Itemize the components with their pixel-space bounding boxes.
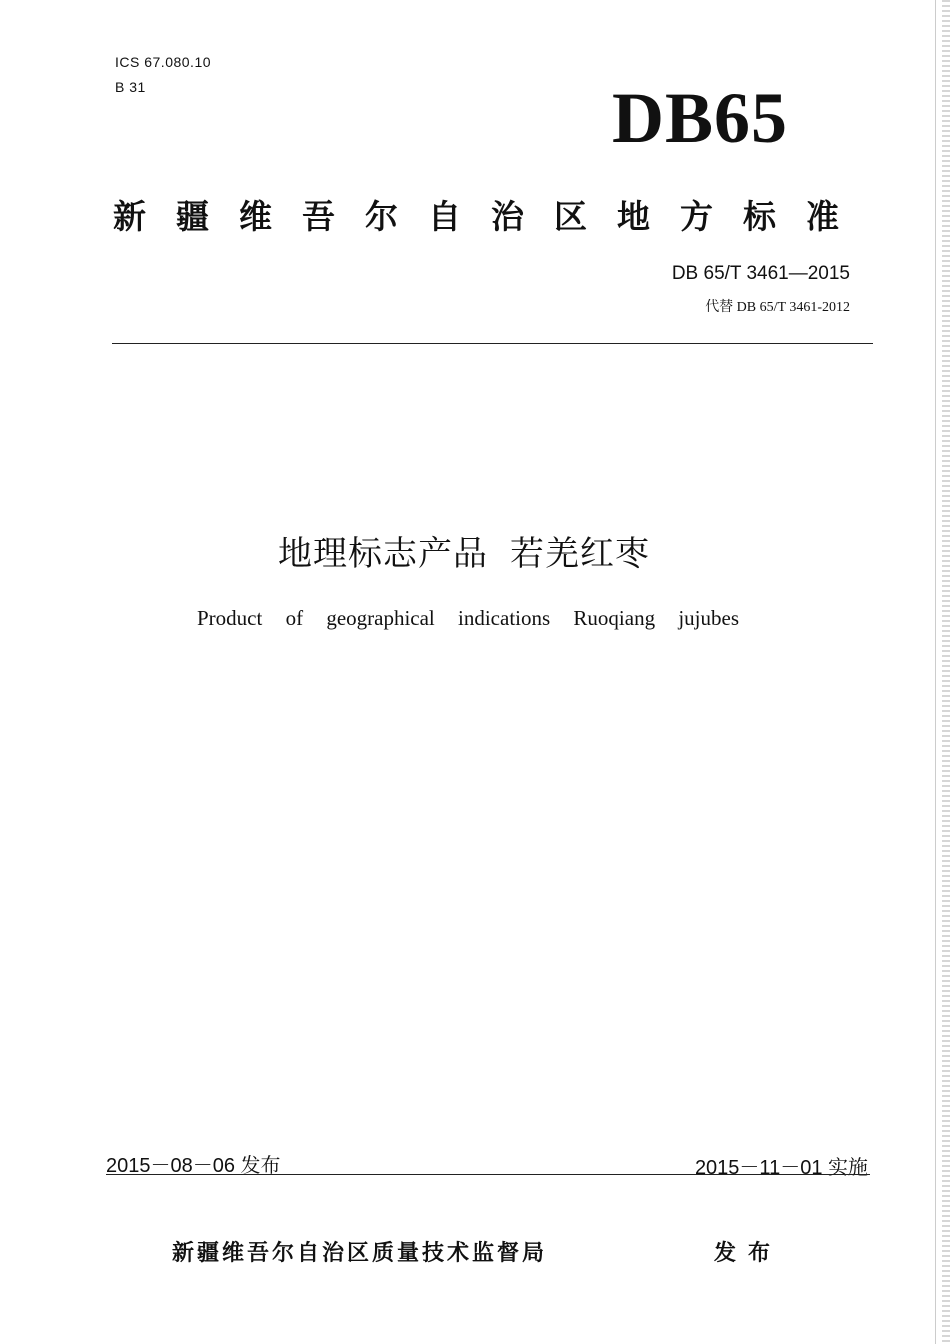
title-chinese-part1: 地理标志产品 [278,534,488,574]
scan-edge [942,0,950,1344]
issued-label: 发布 [714,1241,783,1266]
scan-edge-line [935,0,936,1344]
publish-date: 2015－08－06 发布 [106,1155,281,1177]
standard-type: 新疆维吾尔自治区地方标准 [113,197,869,236]
bottom-divider [106,1174,870,1175]
top-divider [112,343,873,344]
effective-date: 2015－11－01 实施 [694,1157,868,1179]
title-english: Product of geographical indications Ruoqiang jujubes [197,606,739,630]
standard-number: DB 65/T 3461—2015 [671,263,850,284]
replaces-note: 代替 DB 65/T 3461-2012 [705,300,850,315]
issuing-authority: 新疆维吾尔自治区质量技术监督局 [172,1241,548,1266]
title-chinese [0,526,950,575]
ics-code: ICS 67.080.10 [115,54,212,70]
ccs-code: B 31 [115,79,146,95]
standard-logo: DB65 [612,78,789,158]
title-chinese-part2: 若羌红枣 [510,534,650,574]
